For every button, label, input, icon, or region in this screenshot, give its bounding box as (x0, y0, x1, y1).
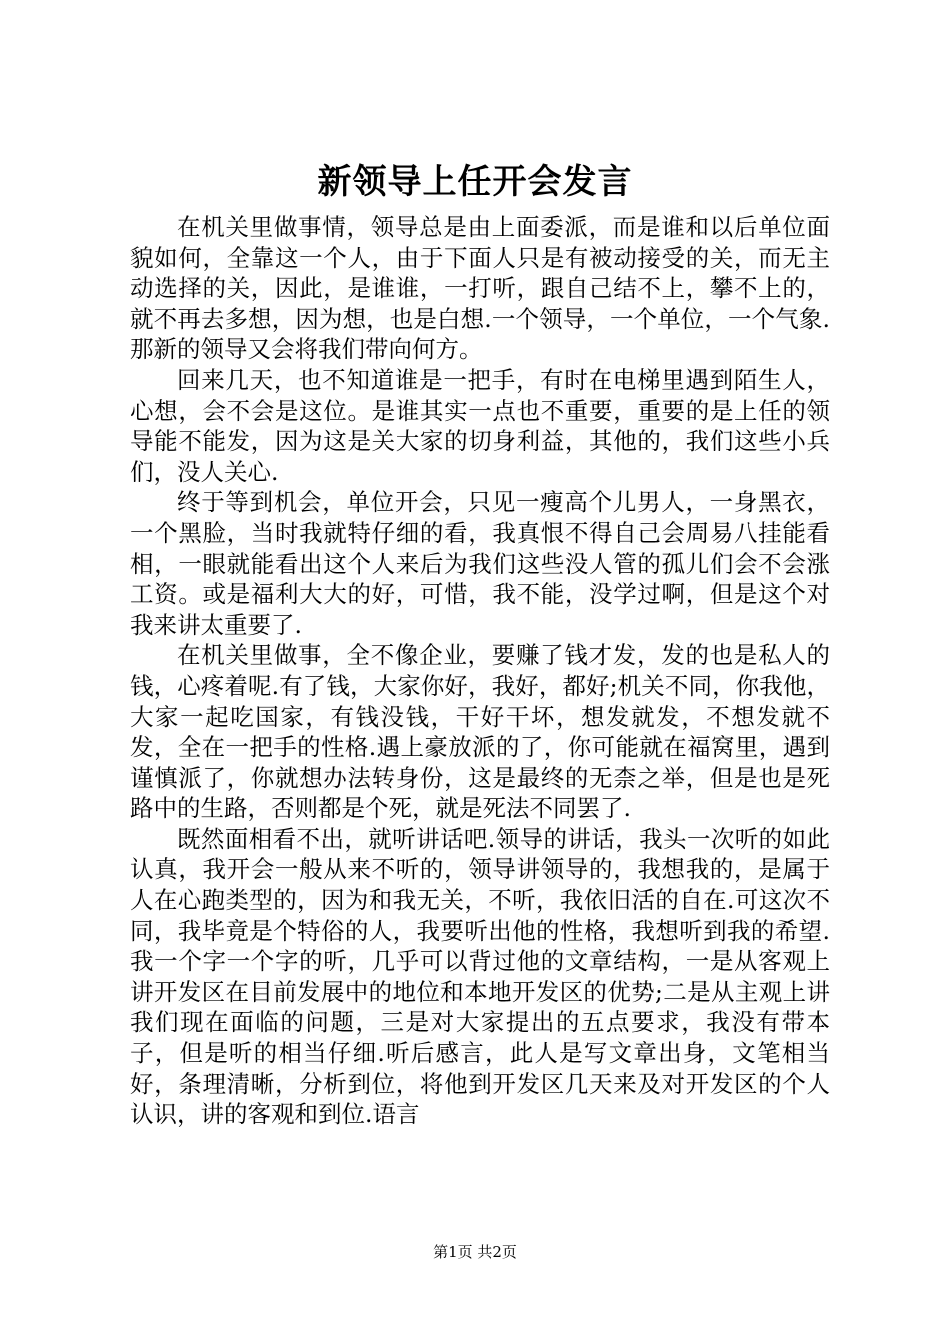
page-number-footer: 第1页 共2页 (433, 1243, 517, 1261)
document-title: 新领导上任开会发言 (317, 162, 633, 202)
paragraph: 既然面相看不出，就听讲话吧.领导的讲话，我头一次听的如此认真，我开会一般从来不听的，领导讲领导的，我想我的，是属于人在心跑类型的，因为和我无关，不听，我依旧活的自在.可这次不同，我毕竟是个特俗的人，我要听出他的性格，我想听到我的希望.我一个字一个字的听，几乎可以背过他的文章结构，一是从客观上讲开发区在目前发展中的地位和本地开发区的优势;二是从主观上讲我们现在面临的问题，三是对大家提出的五点要求，我没有带本子，但是听的相当仔细.听后感言，此人是写文章出身，文笔相当好，条理清晰，分析到位，将他到开发区几天来及对开发区的个人认识，讲的客观和到位.语言 (130, 824, 830, 1129)
document-body (130, 212, 830, 1130)
paragraph: 终于等到机会，单位开会，只见一瘦高个儿男人，一身黑衣，一个黑脸，当时我就特仔细的看，我真恨不得自己会周易八挂能看相，一眼就能看出这个人来后为我们这些没人管的孤儿们会不会涨工资。或是福利大大的好，可惜，我不能，没学过啊，但是这个对我来讲太重要了. (130, 488, 830, 639)
paragraph: 在机关里做事，全不像企业，要赚了钱才发，发的也是私人的钱，心疼着呢.有了钱，大家你好，我好，都好;机关不同，你我他，大家一起吃国家，有钱没钱，干好干坏，想发就发，不想发就不发，全在一把手的性格.遇上豪放派的了，你可能就在福窝里，遇到谨慎派了，你就想办法转身份，这是最终的无柰之举，但是也是死路中的生路，否则都是个死，就是死法不同罢了. (130, 641, 830, 823)
paragraph: 回来几天，也不知道谁是一把手，有时在电梯里遇到陌生人，心想，会不会是这位。是谁其实一点也不重要，重要的是上任的领导能不能发，因为这是关大家的切身利益，其他的，我们这些小兵们，没人关心. (130, 365, 830, 486)
paragraph: 在机关里做事情，领导总是由上面委派，而是谁和以后单位面貌如何，全靠这一个人，由于下面人只是有被动接受的关，而无主动选择的关，因此，是谁谁，一打听，跟自己结不上，攀不上的，就不再去多想，因为想，也是白想.一个领导，一个单位，一个气象.那新的领导又会将我们带向何方。 (130, 213, 830, 364)
